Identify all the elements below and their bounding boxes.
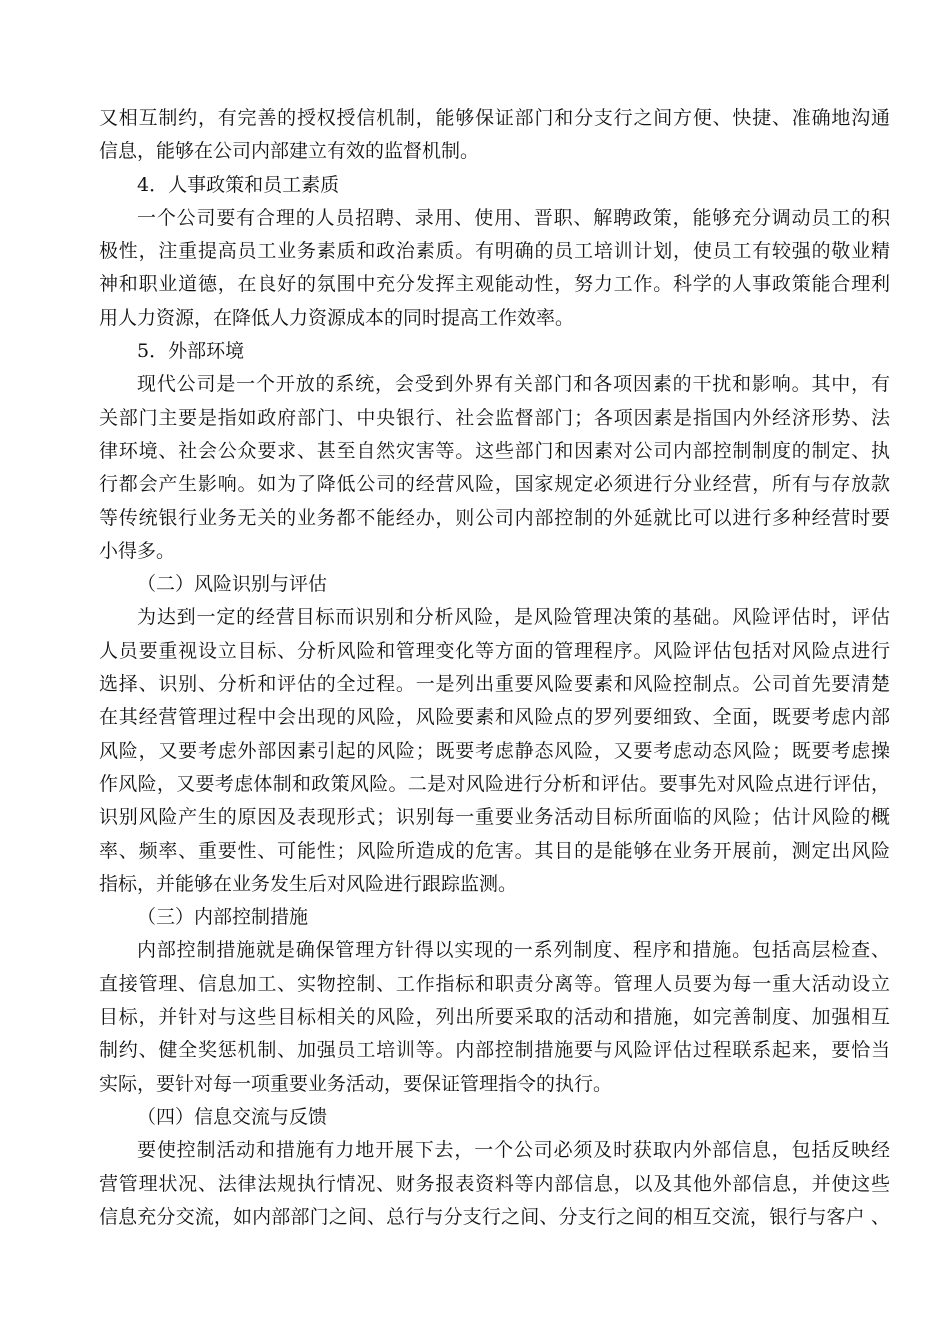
text-line: 一个公司要有合理的人员招聘、录用、使用、晋职、解聘政策，能够充分调动员工的积 [137,206,890,229]
text-line: 作风险，又要考虑体制和政策风险。二是对风险进行分析和评估。要事先对风险点进行评估， [99,772,890,795]
text-line: 又相互制约，有完善的授权授信机制，能够保证部门和分支行之间方便、快捷、准确地沟通 [99,107,890,129]
section-heading: （二）风险识别与评估 [137,573,328,596]
text-line: 直接管理、信息加工、实物控制、工作指标和职责分离等。管理人员要为每一重大活动设立 [99,972,890,995]
section-heading: （三）内部控制措施 [137,906,309,929]
text-line: 内部控制措施就是确保管理方针得以实现的一系列制度、程序和措施。包括高层检查、 [137,939,890,962]
text-line: 信息，能够在公司内部建立有效的监督机制。 [99,140,480,163]
text-line: 率、频率、重要性、可能性；风险所造成的危害。其目的是能够在业务开展前，测定出风险 [99,839,890,862]
text-line: 极性，注重提高员工业务素质和政治素质。有明确的员工培训计划，使员工有较强的敬业精 [99,240,890,263]
text-line: 关部门主要是指如政府部门、中央银行、社会监督部门；各项因素是指国内外经济形势、法 [99,406,890,429]
text-line: 信息充分交流，如内部部门之间、总行与分支行之间、分支行之间的相互交流，银行与客户 、 [99,1205,890,1228]
text-line: 人员要重视设立目标、分析风险和管理变化等方面的管理程序。风险评估包括对风险点进行 [99,639,890,662]
text-line: 为达到一定的经营目标而识别和分析风险，是风险管理决策的基础。风险评估时，评估 [137,606,890,629]
text-line: 用人力资源，在降低人力资源成本的同时提高工作效率。 [99,306,575,329]
text-line: 风险，又要考虑外部因素引起的风险；既要考虑静态风险，又要考虑动态风险；既要考虑操 [99,739,890,762]
text-line: 制约、健全奖惩机制、加强员工培训等。内部控制措施要与风险评估过程联系起来，要恰当 [99,1039,890,1062]
text-line: 等传统银行业务无关的业务都不能经办，则公司内部控制的外延就比可以进行多种经营时要 [99,506,890,529]
text-line: 在其经营管理过程中会出现的风险，风险要素和风险点的罗列要细致、全面，既要考虑内部 [99,706,890,729]
text-line: 神和职业道德，在良好的氛围中充分发挥主观能动性，努力工作。科学的人事政策能合理利 [99,273,890,296]
text-line: 选择、识别、分析和评估的全过程。一是列出重要风险要素和风险控制点。公司首先要清楚 [99,673,890,696]
text-line: 行都会产生影响。如为了降低公司的经营风险，国家规定必须进行分业经营，所有与存放款 [99,473,890,496]
text-line: 识别风险产生的原因及表现形式；识别每一重要业务活动目标所面临的风险；估计风险的概 [99,806,890,829]
text-line: 营管理状况、法律法规执行情况、财务报表资料等内部信息，以及其他外部信息，并使这些 [99,1172,890,1195]
text-line: 目标，并针对与这些目标相关的风险，列出所要采取的活动和措施，如完善制度、加强相互 [99,1006,890,1029]
section-heading: （四）信息交流与反馈 [137,1105,328,1128]
text-line: 要使控制活动和措施有力地开展下去，一个公司必须及时获取内外部信息，包括反映经 [137,1139,890,1162]
text-line: 指标，并能够在业务发生后对风险进行跟踪监测。 [99,872,518,895]
section-heading: 4．人事政策和员工素质 [137,173,340,196]
text-line: 律环境、社会公众要求、甚至自然灾害等。这些部门和因素对公司内部控制制度的制定、执 [99,439,890,462]
text-line: 现代公司是一个开放的系统，会受到外界有关部门和各项因素的干扰和影响。其中，有 [137,373,890,396]
text-line: 小得多。 [99,539,176,562]
section-heading: 5．外部环境 [137,340,245,363]
text-line: 实际，要针对每一项重要业务活动，要保证管理指令的执行。 [99,1072,613,1095]
